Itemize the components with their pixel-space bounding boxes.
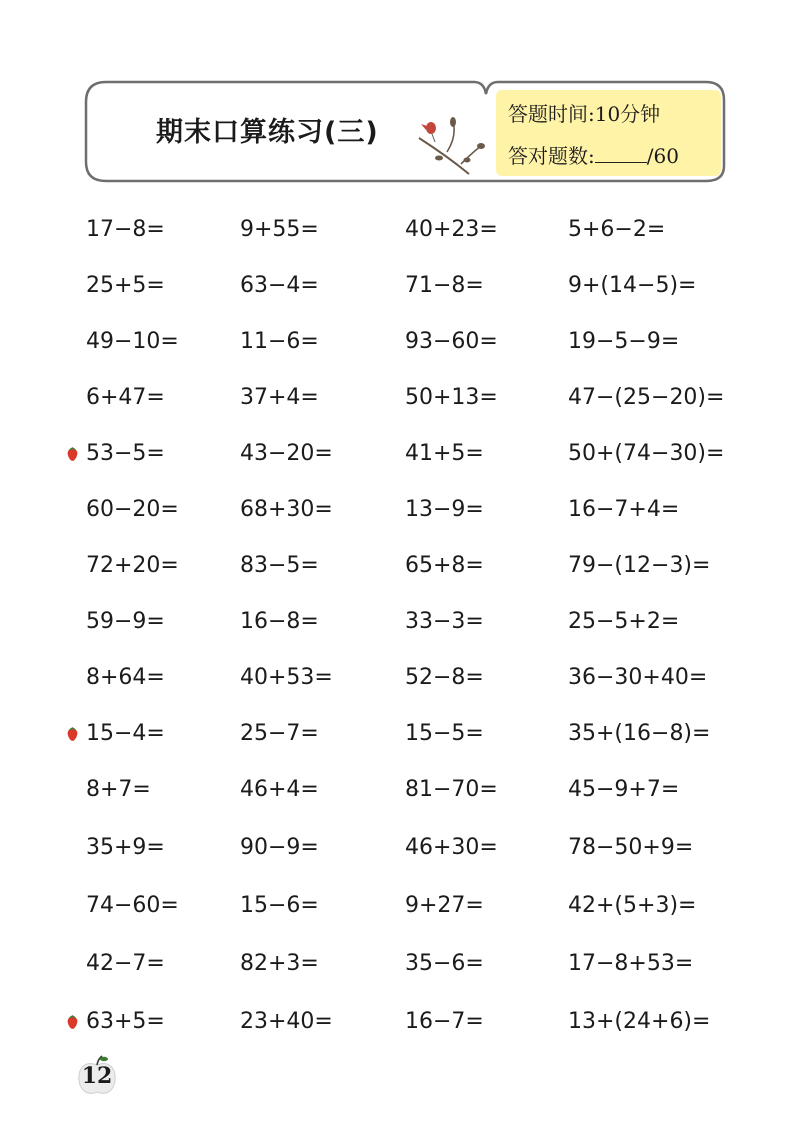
problem: 35+(16−8)= — [568, 721, 711, 746]
problem-row — [0, 770, 800, 810]
problem: 15−6= — [240, 893, 319, 918]
problem: 53−5= — [86, 441, 165, 466]
problem: 47−(25−20)= — [568, 385, 725, 410]
problem: 59−9= — [86, 609, 165, 634]
problem: 41+5= — [405, 441, 484, 466]
problem: 11−6= — [240, 329, 319, 354]
problem: 72+20= — [86, 553, 179, 578]
problem: 16−7= — [405, 1009, 484, 1034]
problem: 16−8= — [240, 609, 319, 634]
problem: 40+23= — [405, 217, 498, 242]
problem: 40+53= — [240, 665, 333, 690]
problem-row — [0, 602, 800, 642]
strawberry-icon — [65, 1015, 80, 1030]
score-label: 答对题数: — [508, 144, 595, 168]
score-total: /60 — [646, 144, 679, 168]
problem: 9+(14−5)= — [568, 273, 697, 298]
problem: 52−8= — [405, 665, 484, 690]
problem: 46+30= — [405, 835, 498, 860]
problem: 68+30= — [240, 497, 333, 522]
page-number-badge — [74, 1055, 120, 1097]
problem: 23+40= — [240, 1009, 333, 1034]
problem: 5+6−2= — [568, 217, 666, 242]
problem: 9+27= — [405, 893, 484, 918]
strawberry-icon — [65, 727, 80, 742]
problem-row — [0, 266, 800, 306]
problem-row — [0, 886, 800, 926]
problem-row — [0, 828, 800, 868]
problem: 37+4= — [240, 385, 319, 410]
problem-row — [0, 434, 800, 474]
problem: 93−60= — [405, 329, 498, 354]
problem: 16−7+4= — [568, 497, 680, 522]
problem-row — [0, 944, 800, 984]
problem-row — [0, 490, 800, 530]
problem: 35+9= — [86, 835, 165, 860]
problem: 42−7= — [86, 951, 165, 976]
page-number: 12 — [81, 1063, 113, 1089]
problem: 25+5= — [86, 273, 165, 298]
problem: 17−8= — [86, 217, 165, 242]
problem-row — [0, 546, 800, 586]
problem: 78−50+9= — [568, 835, 694, 860]
problem: 33−3= — [405, 609, 484, 634]
problem: 50+(74−30)= — [568, 441, 725, 466]
problem: 8+7= — [86, 777, 151, 802]
problem: 74−60= — [86, 893, 179, 918]
problem: 15−4= — [86, 721, 165, 746]
problem: 79−(12−3)= — [568, 553, 711, 578]
problem: 17−8+53= — [568, 951, 694, 976]
problem: 25−5+2= — [568, 609, 680, 634]
problem: 9+55= — [240, 217, 319, 242]
strawberry-icon — [65, 447, 80, 462]
problem: 46+4= — [240, 777, 319, 802]
problem: 15−5= — [405, 721, 484, 746]
problem-row — [0, 210, 800, 250]
problem: 36−30+40= — [568, 665, 708, 690]
problem: 6+47= — [86, 385, 165, 410]
problem: 71−8= — [405, 273, 484, 298]
problem-row — [0, 714, 800, 754]
problem: 35−6= — [405, 951, 484, 976]
problem: 63−4= — [240, 273, 319, 298]
problem: 60−20= — [86, 497, 179, 522]
problem-row — [0, 658, 800, 698]
page-title: 期末口算练习(三) — [156, 117, 379, 148]
problem: 45−9+7= — [568, 777, 680, 802]
problem: 82+3= — [240, 951, 319, 976]
problem: 65+8= — [405, 553, 484, 578]
problem: 90−9= — [240, 835, 319, 860]
problem: 81−70= — [405, 777, 498, 802]
problem: 25−7= — [240, 721, 319, 746]
problem: 43−20= — [240, 441, 333, 466]
problem: 13−9= — [405, 497, 484, 522]
problem: 19−5−9= — [568, 329, 680, 354]
problem: 50+13= — [405, 385, 498, 410]
problem: 8+64= — [86, 665, 165, 690]
problem: 49−10= — [86, 329, 179, 354]
time-limit-label: 答题时间:10分钟 — [508, 102, 661, 126]
problem: 42+(5+3)= — [568, 893, 697, 918]
problem-row — [0, 378, 800, 418]
problem: 13+(24+6)= — [568, 1009, 711, 1034]
problem-row — [0, 1002, 800, 1042]
problem: 63+5= — [86, 1009, 165, 1034]
problem-row — [0, 322, 800, 362]
problem: 83−5= — [240, 553, 319, 578]
